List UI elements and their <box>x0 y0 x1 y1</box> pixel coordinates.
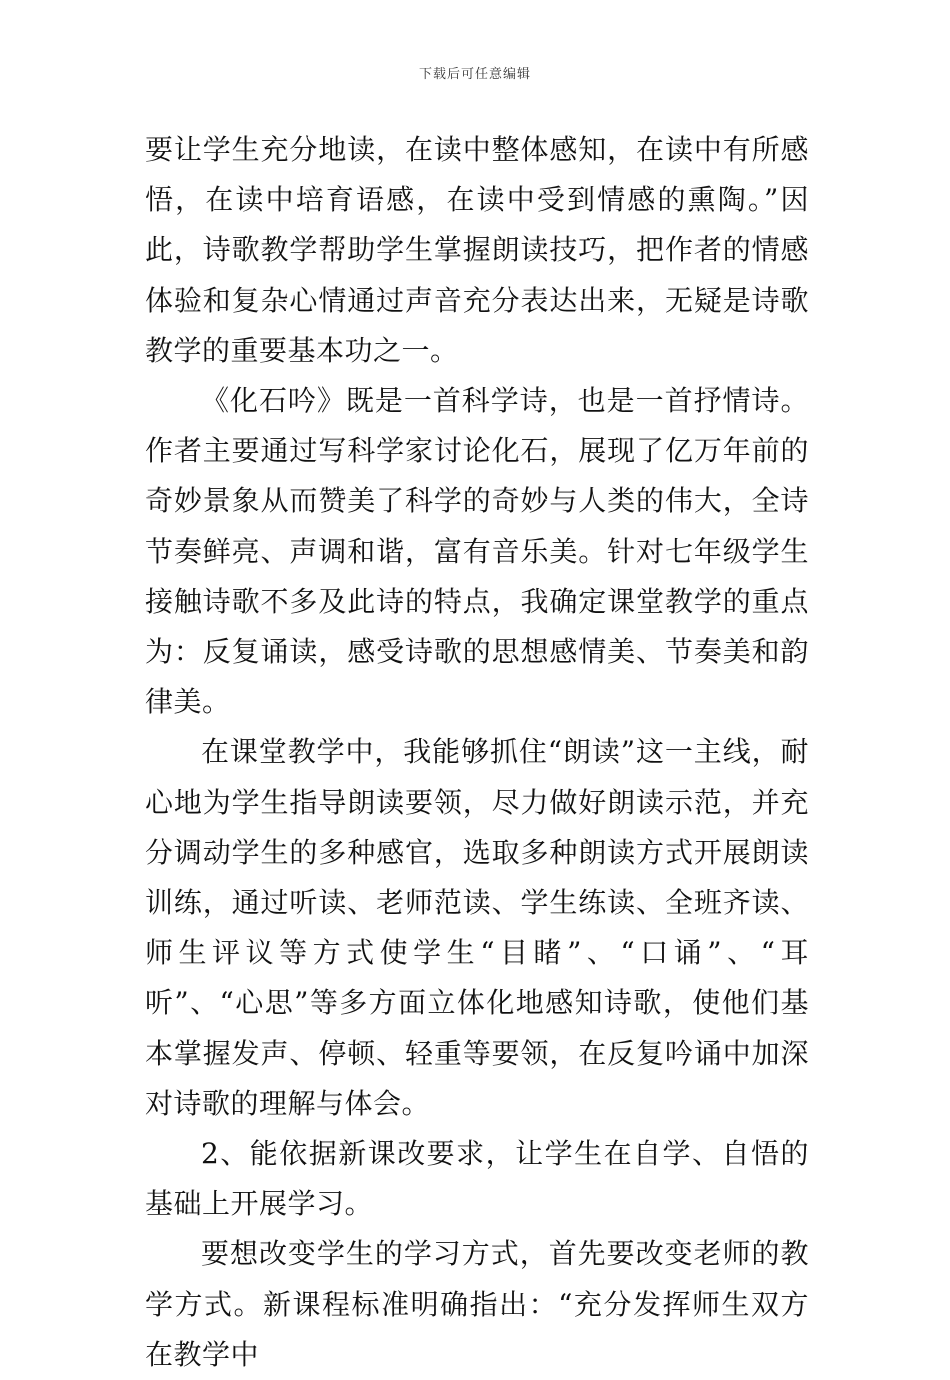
header-note: 下载后可任意编辑 <box>418 67 531 82</box>
paragraph-reading-importance: 要让学生充分地读，在读中整体感知，在读中有所感悟，在读中培育语感，在读中受到情感的熏陶。”因此，诗歌教学帮助学生掌握朗读技巧，把作者的情感体验和复杂心情通过声音充分表达出来，无疑是诗歌教学的重要基本功之一。 <box>145 133 809 367</box>
paragraph-teaching-method: 要想改变学生的学习方式，首先要改变老师的教学方式。新课程标准明确指出：“充分发挥师生双方在教学中 <box>145 1237 809 1371</box>
paragraph-point-two: 2、能依据新课改要求，让学生在自学、自悟的基础上开展学习。 <box>145 1137 809 1221</box>
paragraph-classroom-reading: 在课堂教学中，我能够抓住“朗读”这一主线，耐心地为学生指导朗读要领，尽力做好朗读示范，并充分调动学生的多种感官，选取多种朗读方式开展朗读训练，通过听读、老师范读、学生练读、全班齐读、师生评议等方式使学生“目睹”、“口诵”、“耳听”、“心思”等多方面立体化地感知诗歌，使他们基本掌握发声、停顿、轻重等要领，在反复吟诵中加深对诗歌的理解与体会。 <box>145 735 809 1120</box>
paragraph-fossil-poem: 《化石吟》既是一首科学诗，也是一首抒情诗。作者主要通过写科学家讨论化石，展现了亿万年前的奇妙景象从而赞美了科学的奇妙与人类的伟大，全诗节奏鲜亮、声调和谐，富有音乐美。针对七年级学生接触诗歌不多及此诗的特点，我确定课堂教学的重点为：反复诵读，感受诗歌的思想感情美、节奏美和韵律美。 <box>145 384 809 719</box>
document-body <box>145 125 809 1380</box>
